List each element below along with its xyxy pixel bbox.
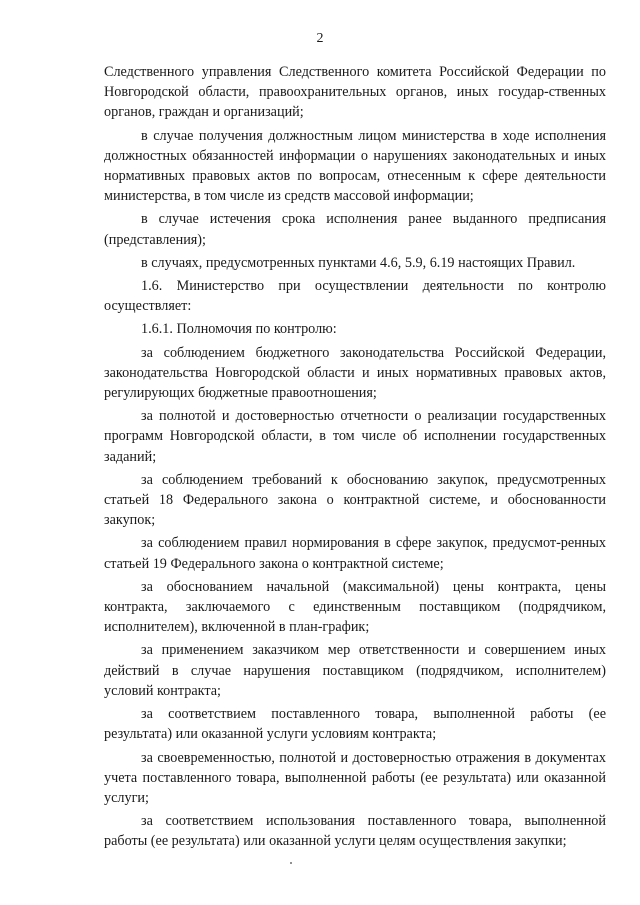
scan-speck bbox=[290, 862, 292, 864]
paragraph: за соблюдением бюджетного законодательства Российской Федерации, законодательства Новгородской области и иных нормативных правовых актов, регулирующих бюджетные правоотношения; bbox=[104, 344, 606, 402]
paragraph: в случае получения должностным лицом министерства в ходе исполнения должностных обязанностей информации о нарушениях законодательных и иных нормативных правовых актов по вопросам, отнесенным к сфере деятельности министерства, в том числе из средств массовой информации; bbox=[104, 127, 606, 205]
document-body bbox=[104, 62, 606, 855]
paragraph: за соблюдением правил нормирования в сфере закупок, предусмот-ренных статьей 19 Федерального закона о контрактной системе; bbox=[104, 535, 606, 572]
page-number: 2 bbox=[316, 31, 324, 46]
paragraph: за соответствием использования поставленного товара, выполненной работы (ее результата) или оказанной услуги целям осуществления закупки; bbox=[104, 813, 606, 850]
paragraph: 1.6.1. Полномочия по контролю: bbox=[141, 321, 337, 338]
paragraph: за своевременностью, полнотой и достоверностью отражения в документах учета поставленного товара, выполненной работы (ее результата) или оказанной услуги; bbox=[104, 749, 606, 806]
paragraph: Следственного управления Следственного комитета Российской Федерации по Новгородской области, правоохранительных органов, иных государ-ственных органов, граждан и организаций; bbox=[104, 64, 606, 121]
paragraph: за применением заказчиком мер ответственности и совершением иных действий в случае нарушения поставщиком (подрядчиком, исполнителем) условий контракта; bbox=[104, 642, 606, 699]
paragraph: 1.6. Министерство при осуществлении деятельности по контролю осуществляет: bbox=[104, 278, 606, 315]
paragraph: за соблюдением требований к обоснованию закупок, предусмотренных статьей 18 Федерального закона о контрактной системе, и обоснованности закупок; bbox=[104, 471, 606, 529]
paragraph: в случае истечения срока исполнения ранее выданного предписания (представления); bbox=[104, 211, 606, 248]
paragraph: за полнотой и достоверностью отчетности о реализации государственных программ Новгородской области, в том числе об исполнении государственных заданий; bbox=[104, 408, 606, 465]
paragraph: за обоснованием начальной (максимальной) цены контракта, цены контракта, заключаемого с единственным поставщиком (подрядчиком, исполнителем), включенной в план-график; bbox=[104, 578, 606, 636]
paragraph: в случаях, предусмотренных пунктами 4.6, 5.9, 6.19 настоящих Правил. bbox=[141, 254, 576, 271]
paragraph: за соответствием поставленного товара, выполненной работы (ее результата) или оказанной услуги условиям контракта; bbox=[104, 706, 606, 743]
